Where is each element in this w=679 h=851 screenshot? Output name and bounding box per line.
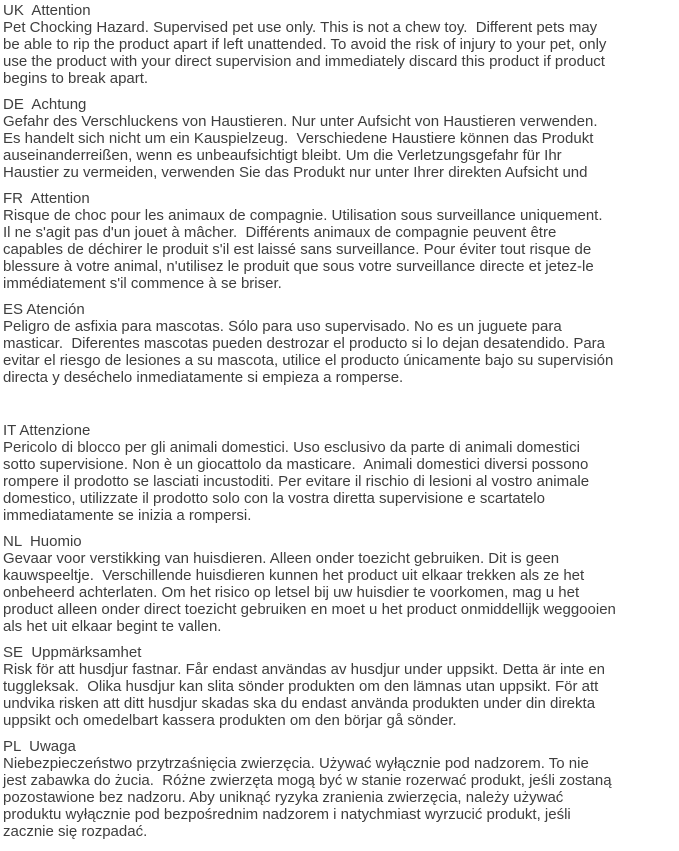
text-line: Haustier zu vermeiden, verwenden Sie das Produkt nur unter Ihrer direkten Aufsicht und xyxy=(3,164,588,181)
warning-section-fr xyxy=(3,190,679,292)
text-line: tuggleksak. Olika husdjur kan slita sönder produkten om den lämnas utan uppsikt. För att xyxy=(3,678,599,695)
warning-section-it xyxy=(3,422,679,524)
section-body-it xyxy=(3,439,679,524)
text-line: directa y deséchelo inmediatamente si empieza a romperse. xyxy=(3,369,404,386)
text-line: blessure à votre animal, n'utilisez le produit que sous votre surveillance directe et jetez-le xyxy=(3,258,594,275)
section-body-se xyxy=(3,661,679,729)
section-body-de xyxy=(3,113,679,181)
text-line: masticar. Diferentes mascotas pueden destrozar el producto si lo dejan desatendido. Para xyxy=(3,335,606,352)
section-body-pl xyxy=(3,755,679,840)
text-line: pozostawione bez nadzoru. Aby uniknąć ryzyka zranienia zwierzęcia, należy używać xyxy=(3,789,564,806)
text-line: produktu wyłącznie pod bezpośrednim nadzorem i natychmiast wyrzucić produkt, jeśli xyxy=(3,806,571,823)
section-heading-de: DE Achtung xyxy=(3,96,87,113)
text-line: Niebezpieczeństwo przytrzaśnięcia zwierzęcia. Używać wyłącznie pod nadzorem. To nie xyxy=(3,755,589,772)
text-line: Peligro de asfixia para mascotas. Sólo para uso supervisado. No es un juguete para xyxy=(3,318,562,335)
section-heading-es: ES Atención xyxy=(3,301,85,318)
text-line: use the product with your direct supervision and immediately discard this product if product xyxy=(3,53,605,70)
section-heading-fr: FR Attention xyxy=(3,190,90,207)
section-heading-pl: PL Uwaga xyxy=(3,738,76,755)
text-line: Il ne s'agit pas d'un jouet à mâcher. Différents animaux de compagnie peuvent être xyxy=(3,224,557,241)
text-line: kauwspeeltje. Verschillende huisdieren kunnen het product uit elkaar trekken als ze het xyxy=(3,567,585,584)
text-line: Risk för att husdjur fastnar. Får endast användas av husdjur under uppsikt. Detta är inte en xyxy=(3,661,605,678)
text-line: zacznie się rozpadać. xyxy=(3,823,148,840)
section-body-fr xyxy=(3,207,679,292)
warning-section-nl xyxy=(3,533,679,635)
text-line: undvika risken att ditt husdjur skadas ska du endast använda produkten under din direkta xyxy=(3,695,596,712)
text-line: product alleen onder direct toezicht gebruiken en moet u het product onmiddellijk weggooien xyxy=(3,601,616,618)
text-line: jest zabawka do żucia. Różne zwierzęta mogą być w stanie rozerwać produkt, jeśli zostaną xyxy=(3,772,612,789)
section-heading-it: IT Attenzione xyxy=(3,422,91,439)
text-line: Risque de choc pour les animaux de compagnie. Utilisation sous surveillance uniquement. xyxy=(3,207,603,224)
text-line: uppsikt och omedelbart kassera produkten om den börjar gå sönder. xyxy=(3,712,457,729)
text-line: onbeheerd achterlaten. Om het risico op letsel bij uw huisdier te voorkomen, mag u het xyxy=(3,584,580,601)
warning-section-de xyxy=(3,96,679,181)
text-line: sotto supervisione. Non è un giocattolo da masticare. Animali domestici diversi possono xyxy=(3,456,589,473)
text-line: Pericolo di blocco per gli animali domestici. Uso esclusivo da parte di animali domestici xyxy=(3,439,580,456)
section-body-uk xyxy=(3,19,679,87)
text-line: rompere il prodotto se lasciati incustoditi. Per evitare il rischio di lesioni al vostro animale xyxy=(3,473,590,490)
warning-section-pl xyxy=(3,738,679,840)
text-line: immédiatement s'il commence à se briser. xyxy=(3,275,282,292)
text-line: evitar el riesgo de lesiones a su mascota, utilice el producto únicamente bajo su supervisión xyxy=(3,352,614,369)
text-line: als het uit elkaar begint te vallen. xyxy=(3,618,222,635)
text-line: Pet Chocking Hazard. Supervised pet use only. This is not a chew toy. Different pets may xyxy=(3,19,598,36)
warning-section-se xyxy=(3,644,679,729)
section-body-es xyxy=(3,318,679,386)
section-body-nl xyxy=(3,550,679,635)
text-line: begins to break apart. xyxy=(3,70,149,87)
section-heading-nl: NL Huomio xyxy=(3,533,82,550)
text-line: capables de déchirer le produit s'il est laissé sans surveillance. Pour éviter tout risque de xyxy=(3,241,592,258)
section-heading-uk: UK Attention xyxy=(3,2,91,19)
text-line: Gevaar voor verstikking van huisdieren. Alleen onder toezicht gebruiken. Dit is geen xyxy=(3,550,560,567)
warning-section-es xyxy=(3,301,679,386)
text-line: Gefahr des Verschluckens von Haustieren. Nur unter Aufsicht von Haustieren verwenden. xyxy=(3,113,598,130)
section-heading-se: SE Uppmärksamhet xyxy=(3,644,142,661)
text-line: Es handelt sich nicht um ein Kauspielzeug. Verschiedene Haustiere können das Produkt xyxy=(3,130,594,147)
text-line: domestico, utilizzate il prodotto solo con la vostra diretta supervisione e scartatelo xyxy=(3,490,545,507)
text-line: be able to rip the product apart if left unattended. To avoid the risk of injury to your pet, only xyxy=(3,36,607,53)
text-line: auseinanderreißen, wenn es unbeaufsichtigt bleibt. Um die Verletzungsgefahr für Ihr xyxy=(3,147,562,164)
text-line: immediatamente se inizia a rompersi. xyxy=(3,507,252,524)
warning-section-uk xyxy=(3,2,679,87)
